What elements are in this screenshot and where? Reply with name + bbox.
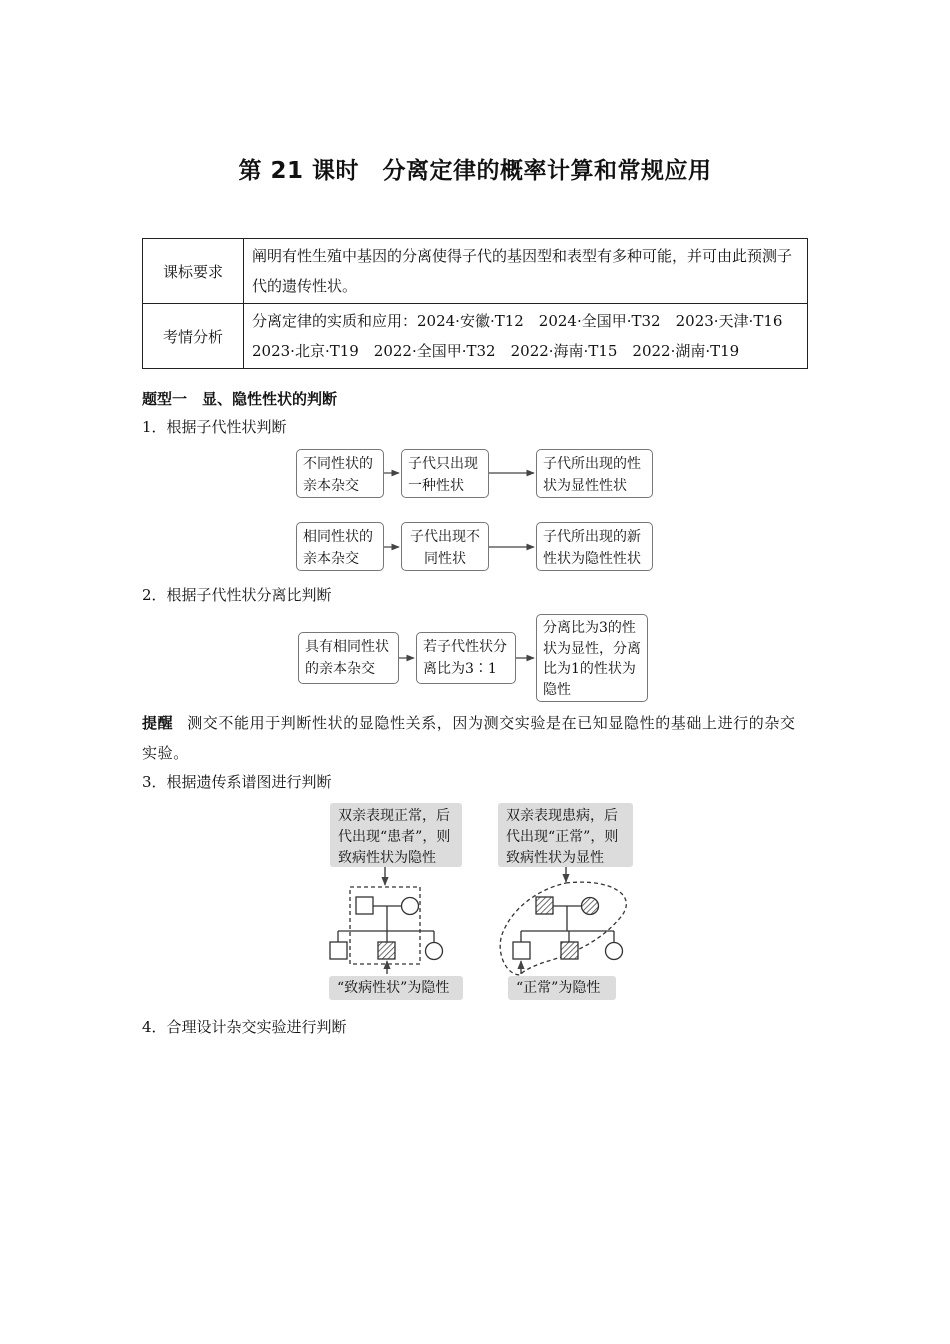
flow2-box-ratio: 若子代性状分离比为3∶1 — [416, 632, 516, 684]
section-heading: 题型一 显、隐性性状的判断 — [142, 390, 338, 408]
flow2-box-conclusion: 分离比为3的性状为显性，分离比为1的性状为隐性 — [536, 614, 648, 702]
tip-label: 提醒 — [142, 714, 174, 732]
pedigree-left-bottom-note: “致病性状”为隐性 — [329, 976, 463, 1000]
female-normal-circle — [402, 898, 419, 915]
flow2-box-parents: 具有相同性状的亲本杂交 — [298, 632, 399, 684]
flow1-box-offspring-one: 子代只出现一种性状 — [401, 449, 489, 498]
female-affected-circle — [582, 898, 599, 915]
row-text: 阐明有性生殖中基因的分离使得子代的基因型和表型有多种可能，并可由此预测子代的遗传性状。 — [244, 239, 808, 304]
pedigree-left — [330, 867, 443, 974]
flow1-box-dominant: 子代所出现的性状为显性性状 — [536, 449, 653, 498]
row-text: 分离定律的实质和应用：2024·安徽·T12 2024·全国甲·T32 2023·天津·T16 2023·北京·T19 2022·全国甲·T32 2022·海南·T15 2022·湖南·T19 — [244, 304, 808, 369]
item-heading-4: 4．合理设计杂交实验进行判断 — [142, 1018, 347, 1036]
row-label: 考情分析 — [143, 304, 244, 369]
row-label: 课标要求 — [143, 239, 244, 304]
male-affected-square — [561, 942, 578, 959]
pedigree-right — [500, 867, 626, 975]
item-heading-1: 1．根据子代性状判断 — [142, 418, 287, 436]
tip-text: 测交不能用于判断性状的显隐性关系，因为测交实验是在已知显隐性的基础上进行的杂交实验。 — [142, 714, 796, 762]
female-normal-circle — [426, 943, 443, 960]
male-normal-square — [356, 897, 373, 914]
female-normal-circle — [606, 943, 623, 960]
flow1-box-offspring-diff: 子代出现不同性状 — [401, 522, 489, 571]
male-affected-square — [536, 897, 553, 914]
pedigree-right-top-note: 双亲表现患病，后代出现“正常”，则致病性状为显性 — [498, 803, 633, 867]
item-heading-2: 2．根据子代性状分离比判断 — [142, 586, 332, 604]
item-heading-3: 3．根据遗传系谱图进行判断 — [142, 773, 332, 791]
flow1-box-recessive: 子代所出现的新性状为隐性性状 — [536, 522, 653, 571]
flow1-box-parent-same: 相同性状的亲本杂交 — [296, 522, 384, 571]
male-normal-square — [513, 942, 530, 959]
flow1-box-parent-different: 不同性状的亲本杂交 — [296, 449, 384, 498]
male-affected-square — [378, 942, 395, 959]
pedigree-right-bottom-note: “正常”为隐性 — [508, 976, 616, 1000]
pedigree-left-top-note: 双亲表现正常，后代出现“患者”，则致病性状为隐性 — [330, 803, 462, 867]
male-normal-square — [330, 942, 347, 959]
page-title: 第 21 课时 分离定律的概率计算和常规应用 — [238, 158, 712, 184]
